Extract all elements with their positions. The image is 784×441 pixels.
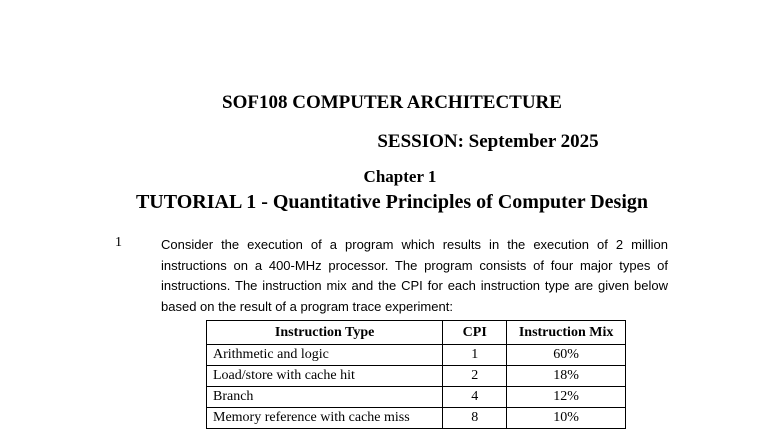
instruction-mix-cell: 18% (507, 366, 626, 387)
course-title: SOF108 COMPUTER ARCHITECTURE (222, 92, 562, 113)
instruction-mix-cell: 10% (507, 408, 626, 429)
instruction-type-cell: Arithmetic and logic (207, 345, 443, 366)
chapter-title: Chapter 1 (363, 167, 437, 186)
question-text: Consider the execution of a program which results in the execution of 2 million instructions on a 400-MHz processor. The program consists of four major types of instructions. The instruction mix and the CPI for each instruction type are given below based on the result of a program trace experiment: (161, 237, 668, 314)
instruction-table (206, 320, 626, 429)
cpi-cell: 8 (443, 408, 507, 429)
table-header-row (207, 321, 626, 345)
cpi-cell: 2 (443, 366, 507, 387)
instruction-type-cell: Memory reference with cache miss (207, 408, 443, 429)
cpi-cell: 1 (443, 345, 507, 366)
cpi-cell: 4 (443, 387, 507, 408)
instruction-mix-cell: 60% (507, 345, 626, 366)
instruction-type-cell: Load/store with cache hit (207, 366, 443, 387)
header-cpi: CPI (443, 321, 507, 345)
session-title: SESSION: September 2025 (377, 131, 599, 152)
table-row (207, 408, 626, 429)
instruction-mix-cell: 12% (507, 387, 626, 408)
header-instruction-mix: Instruction Mix (507, 321, 626, 345)
table-row (207, 345, 626, 366)
tutorial-title: TUTORIAL 1 - Quantitative Principles of Computer Design (135, 191, 649, 213)
question-number: 1 (115, 235, 122, 250)
header-instruction-type: Instruction Type (207, 321, 443, 345)
table-row (207, 366, 626, 387)
instruction-type-cell: Branch (207, 387, 443, 408)
table-row (207, 387, 626, 408)
